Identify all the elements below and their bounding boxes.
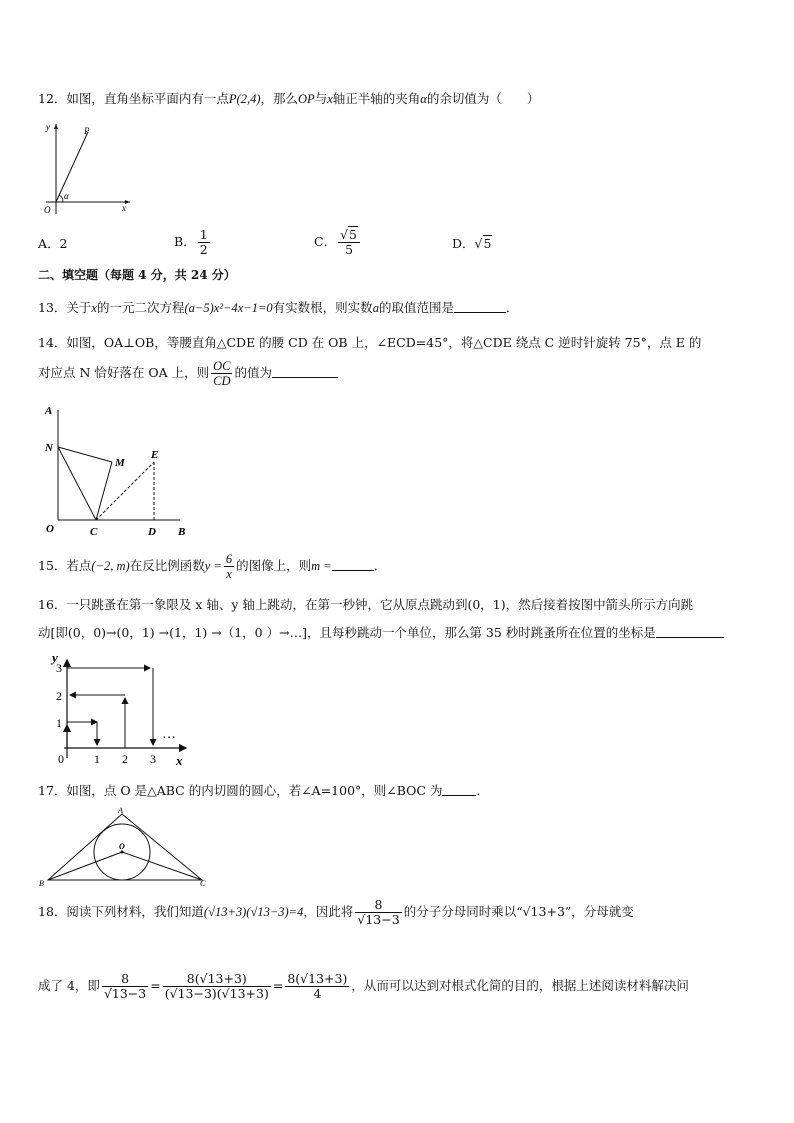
- q16-fig-y: y: [52, 650, 58, 665]
- q14-fig-d: D: [148, 526, 156, 538]
- svg-text:0: 0: [58, 752, 64, 766]
- q14-fig-a: A: [45, 405, 53, 417]
- q18-line1: 18．阅读下列材料，我们知道(√13+3)(√13−3)=4，因此将 $\frac{8}{√13-3}$ 的分子分母同时乘以“√13+3”，分母就变: [38, 897, 634, 927]
- q14-fig-m: M: [115, 457, 125, 469]
- q12-option-a[interactable]: A．2: [38, 236, 68, 251]
- q12-fig-y: y: [46, 122, 50, 132]
- q14-fig-c: C: [90, 526, 98, 538]
- q13-stem: 13．关于x的一元二次方程(a−5)x²−4x−1=0有实数根，则实数a的取值范围是 ．: [38, 300, 519, 315]
- q16-fig-dots: …: [162, 727, 176, 742]
- q17-figure: [36, 804, 216, 888]
- q12-fig-o: O: [44, 205, 51, 215]
- q13-equation: (a−5)x²−4x−1=0: [184, 301, 273, 315]
- q14-figure: [40, 400, 200, 540]
- svg-text:1: 1: [56, 716, 62, 730]
- q12-fig-p: P: [84, 126, 90, 136]
- q12-option-b[interactable]: B． $\frac{1}{2}$: [174, 227, 208, 257]
- q12-number: 12．: [38, 91, 67, 106]
- svg-text:3: 3: [56, 661, 62, 675]
- q12-stem: 12．如图，直角坐标平面内有一点P(2,4)，那么OP与x轴正半轴的夹角α的余切值为（ ）: [38, 91, 540, 106]
- q14-fig-n: N: [45, 442, 53, 454]
- q14-line1: 14．如图，OA⊥OB，等腰直角△CDE 的腰 CD 在 OB 上，∠ECD=45°，将△CDE 绕点 C 逆时针旋转 75°，点 E 的: [38, 335, 702, 350]
- q16-answer-blank[interactable]: [656, 625, 724, 638]
- q17-fig-a: A: [118, 806, 123, 815]
- svg-text:2: 2: [56, 689, 62, 703]
- q12-option-c[interactable]: C． $\frac{√5}{5}$: [314, 228, 362, 257]
- q14-fig-b: B: [178, 526, 186, 538]
- q17-fig-o: O: [119, 842, 125, 851]
- q16-fig-x: x: [176, 753, 183, 768]
- q12-fig-x: x: [122, 203, 126, 213]
- q17-fig-c: C: [200, 879, 206, 888]
- q14-answer-blank[interactable]: [272, 365, 338, 378]
- q14-fig-o: O: [46, 523, 54, 535]
- q12-figure: [38, 118, 138, 218]
- q17-fig-b: B: [39, 879, 44, 888]
- q12-point: P(2,4): [228, 92, 261, 106]
- q12-fig-alpha: α: [64, 191, 69, 201]
- q14-fig-e: E: [151, 449, 159, 461]
- q16-line2: 动[即(0，0)→(0，1) →(1，1) →（1，0 ）→…]，且每秒跳动一个单位，那么第 35 秒时跳蚤所在位置的坐标是: [38, 623, 724, 641]
- q17-answer-blank[interactable]: [442, 783, 476, 796]
- section-title: 二、填空题（每题 4 分，共 24 分）: [38, 268, 236, 282]
- q15-answer-blank[interactable]: [332, 558, 374, 571]
- q14-line2: 对应点 N 恰好落在 OA 上，则 $\frac{OC}{CD}$ 的值为: [38, 359, 338, 388]
- q16-figure: [44, 648, 204, 770]
- svg-text:3: 3: [150, 752, 156, 766]
- q17-stem: 17．如图，点 O 是△ABC 的内切圆的圆心，若∠A=100°，则∠BOC 为 ．: [38, 783, 489, 798]
- q12-option-d[interactable]: D．√5: [452, 236, 492, 251]
- q16-line1: 16．一只跳蚤在第一象限及 x 轴、y 轴上跳动，在第一秒钟，它从原点跳动到(0，1)，然后接着按图中箭头所示方向跳: [38, 597, 694, 612]
- q12-options: [38, 228, 738, 262]
- q15-stem: 15．若点(−2, m)在反比例函数y = $\frac{6}{x}$ 的图像上，则m = ．: [38, 552, 387, 581]
- q13-answer-blank[interactable]: [454, 300, 506, 313]
- svg-text:2: 2: [122, 752, 128, 766]
- q18-line2: 成了 4，即 $\frac{8}{√13-3}$ = $\frac{8(√13+3)}{(√13-3)(√13+3)}$ = $\frac{8(√13+3)}{4}$ ，从而可以达到对根式化简的目的，根据上述阅读材料解决问: [38, 971, 689, 1001]
- svg-text:1: 1: [94, 752, 100, 766]
